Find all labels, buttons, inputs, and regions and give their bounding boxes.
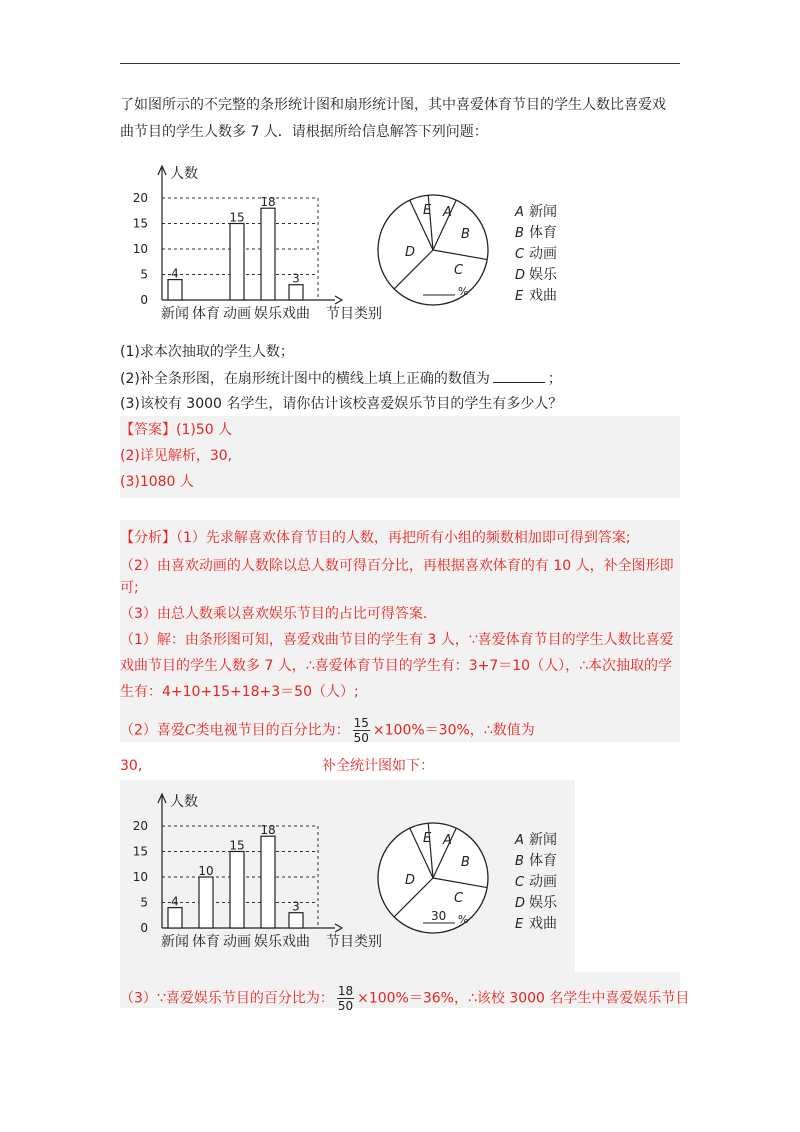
pie-slice-label: B [461,227,470,242]
x-tick-label: 戏曲 [282,306,310,322]
bar-chart-completed [133,793,382,950]
bar-value-label: 3 [292,899,300,914]
fraction-15-50: $\frac{15}{50}$ [353,716,369,745]
x-tick-label: 动画 [223,306,251,322]
solution-1-line2: 戏曲节目的学生人数多 7 人，∴喜爱体育节目的学生有：3+7＝10（人），∴本次抽取的学 [120,658,672,674]
bar [230,224,244,301]
solution-1-line3: 生有：4+10+15+18+3＝50（人）; [120,684,359,700]
y-tick-label: 5 [140,267,148,282]
legend-letter: A [515,833,524,848]
legend-label: 动画 [529,246,557,262]
pie-slice-label: C [454,891,464,906]
pie-slice-label: D [405,245,416,260]
legend-letter: A [515,205,524,220]
legend-label: 娱乐 [529,267,557,283]
pie-legend-original [514,203,558,304]
y-tick-label: 20 [132,191,148,205]
y-tick-label: 15 [132,844,148,859]
fraction-18-50: $\frac{18}{50}$ [337,984,354,1013]
answer-1: 【答案】(1)50 人 [120,422,233,438]
bar-value-label: 18 [260,823,276,838]
solution-1-line1: （1）解：由条形图可知，喜爱戏曲节目的学生有 3 人，∵喜爱体育节目的学生人数比喜爱 [120,632,674,648]
legend-letter: D [515,896,526,911]
x-tick-label: 新闻 [161,306,189,322]
y-axis-title: 人数 [170,794,198,810]
solution-2-value: 30, [120,758,143,774]
bar [168,908,182,928]
legend-label: 体育 [529,853,557,869]
y-tick-label: 10 [132,870,148,884]
bar [261,208,275,300]
figure-completed [130,786,600,956]
header-rule [120,63,680,64]
bar-value-label: 4 [171,894,179,909]
answer-2: (2)详见解析，30, [120,448,233,464]
legend-letter: B [515,854,524,869]
pie-slice-label: E [423,203,432,218]
x-axis-arrow [335,296,342,304]
analysis-p2-line1: （2）由喜欢动画的人数除以总人数可得百分比，再根据喜欢体育的有 10 人，补全图形即 [120,558,674,574]
intro-line-2: 曲节目的学生人数多 7 人．请根据所给信息解答下列问题： [120,124,488,140]
x-tick-label: 动画 [223,934,251,950]
y-axis-title: 人数 [170,166,198,182]
question-2: (2)补全条形图，在扇形统计图中的横线上填上正确的数值为 ； [120,368,680,389]
pie-slice-label: A [443,205,452,220]
legend-letter: E [515,917,524,932]
pie-slice-label: B [461,855,470,870]
legend-label: 娱乐 [529,895,557,911]
y-tick-label: 10 [132,242,148,256]
legend-letter: D [515,268,526,283]
bar [289,285,303,300]
legend-letter: B [515,226,524,241]
x-axis-arrow [335,924,342,932]
pie-chart-original [378,195,488,305]
y-tick-label: 0 [140,293,148,307]
bar [230,852,244,929]
legend-letter: E [515,289,524,304]
bar [289,913,303,928]
answer-3: (3)1080 人 [120,474,194,490]
x-tick-label: 戏曲 [282,934,310,950]
pie-percent-value: 30 [431,909,447,923]
legend-label: 戏曲 [529,916,557,932]
y-tick-label: 20 [132,819,148,833]
bar [199,877,213,928]
legend-label: 新闻 [529,204,557,220]
bar-value-label: 15 [229,210,245,225]
legend-letter: C [515,247,525,262]
pie-chart-completed [378,823,488,933]
pie-percent-sign: % [458,913,469,926]
bar [261,836,275,928]
x-axis-title: 节目类别 [326,306,382,322]
bar-value-label: 18 [260,195,276,210]
solution-3: （3）∵喜爱娱乐节目的百分比为： $\frac{18}{50}$ ×100%＝36%，∴该校 3000 名学生中喜爱娱乐节目 [120,984,690,1013]
pie-slice-label: A [443,833,452,848]
analysis-label: 【分析】（1）先求解喜欢体育节目的人数，再把所有小组的频数相加即可得到答案; [120,530,631,546]
analysis-p3: （3）由总人数乘以喜欢娱乐节目的占比可得答案． [120,606,437,622]
bar-value-label: 3 [292,271,300,286]
bar-value-label: 15 [229,838,245,853]
pie-slice-label: C [454,263,464,278]
legend-label: 新闻 [529,832,557,848]
pie-slice-label: D [405,873,416,888]
x-tick-label: 新闻 [161,934,189,950]
legend-label: 体育 [529,225,557,241]
y-tick-label: 5 [140,895,148,910]
legend-letter: C [515,875,525,890]
pie-slice-label: E [423,831,432,846]
x-tick-label: 体育 [192,934,220,950]
bar-value-label: 4 [171,266,179,281]
x-axis-title: 节目类别 [326,934,382,950]
pie-legend-completed [514,831,558,932]
y-tick-label: 0 [140,921,148,935]
solution-2: （2）喜爱C类电视节目的百分比为： $\frac{15}{50}$ ×100%＝30%，∴数值为 [120,716,535,745]
figure-original [130,158,600,328]
legend-label: 动画 [529,874,557,890]
bar-chart-original [133,165,382,322]
y-tick-label: 15 [132,216,148,231]
analysis-p2-line2: 可; [120,580,139,596]
solution-2-complete: 补全统计图如下： [322,758,434,774]
question-1: (1)求本次抽取的学生人数； [120,344,294,360]
bar-value-label: 10 [198,864,214,878]
intro-line-1: 了如图所示的不完整的条形统计图和扇形统计图，其中喜爱体育节目的学生人数比喜爱戏 [120,97,666,113]
x-tick-label: 娱乐 [254,934,282,950]
answer-blank[interactable] [493,368,545,383]
question-3: (3)该校有 3000 名学生，请你估计该校喜爱娱乐节目的学生有多少人？ [120,396,563,412]
legend-label: 戏曲 [529,288,557,304]
x-tick-label: 娱乐 [254,306,282,322]
x-tick-label: 体育 [192,306,220,322]
pie-percent-sign: % [458,285,469,298]
bar [168,280,182,300]
